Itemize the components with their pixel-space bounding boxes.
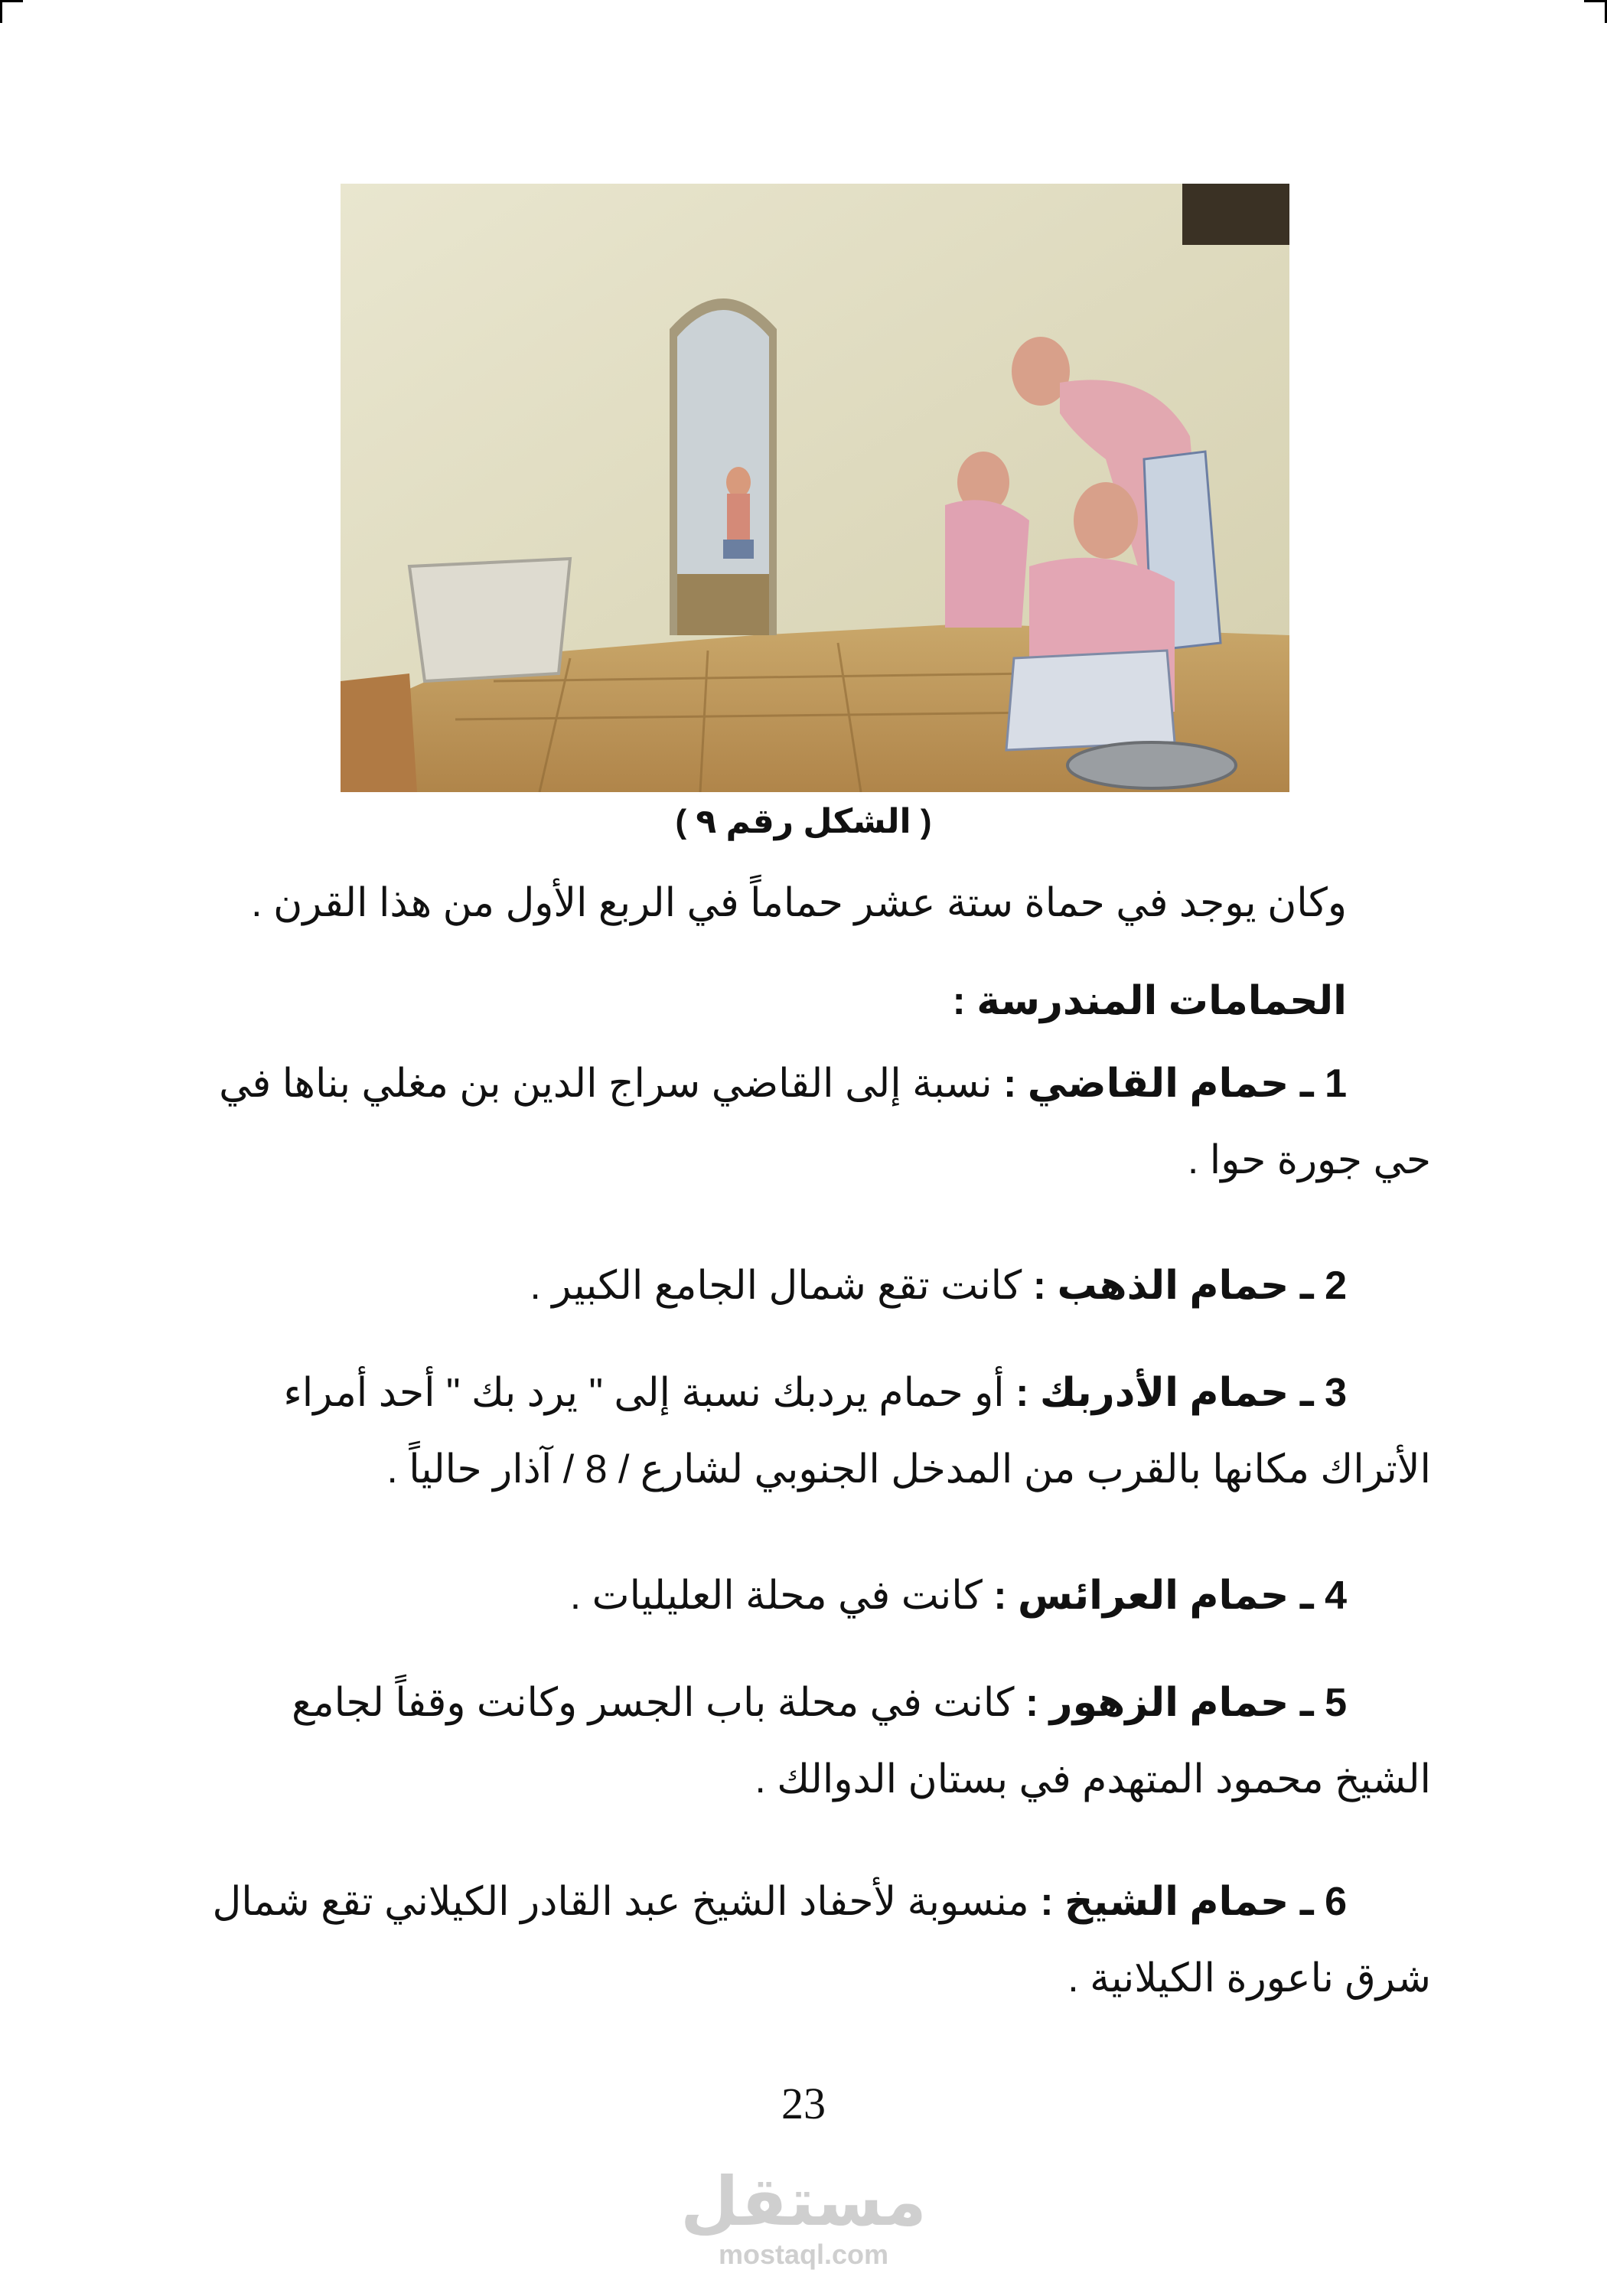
bathhouse-photo [341,184,1289,792]
item-4 [207,1573,1431,1619]
watermark-logo: مستقل [680,2164,927,2239]
item-3-number: 3 ـ [1299,1371,1347,1415]
item-1-line-1 [207,1061,1431,1107]
item-4-title: حمام العرائس : [993,1574,1289,1618]
section-heading [199,978,1347,1024]
item-3-line-1 [207,1370,1431,1416]
item-5-number: 5 ـ [1299,1681,1347,1725]
item-6-line-1 [207,1879,1431,1925]
crop-mark-top-left-h [0,0,23,2]
item-2-title: حمام الذهب : [1032,1264,1289,1308]
item-1-number: 1 ـ [1299,1062,1347,1106]
item-5 [207,1680,1431,1802]
item-6 [207,1879,1431,2001]
item-3-title: حمام الأدربك : [1015,1371,1289,1415]
item-4-text: كانت في محلة العليليات . [569,1574,983,1618]
item-5-text: كانت في محلة باب الجسر وكانت وقفاً لجامع [292,1681,1015,1725]
figure-caption: ( الشكل رقم ٩ ) [675,803,932,840]
item-1 [207,1061,1431,1183]
crop-mark-top-left [0,0,2,23]
heading-text: الحمامات المندرسة : [952,979,1347,1023]
item-1-text: نسبة إلى القاضي سراج الدين بن مغلي بناها في [219,1062,993,1106]
item-2-text: كانت تقع شمال الجامع الكبير . [530,1264,1022,1308]
item-5-line-2: الشيخ محمود المتهدم في بستان الدوالك . [755,1757,1431,1802]
page-number: 23 [781,2079,826,2128]
intro-line: وكان يوجد في حماة ستة عشر حماماً في الربع الأول من هذا القرن . [251,881,1347,925]
watermark-url: mostaql.com [718,2239,889,2270]
item-3 [207,1370,1431,1492]
item-2-number: 2 ـ [1299,1264,1347,1308]
item-3-line-2: الأتراك مكانها بالقرب من المدخل الجنوبي لشارع / 8 / آذار حالياً . [386,1447,1431,1492]
item-5-title: حمام الزهور : [1025,1681,1289,1725]
item-4-line-1 [207,1573,1431,1619]
crop-mark-top-right-h [1584,0,1607,2]
item-6-number: 6 ـ [1299,1880,1347,1924]
item-6-title: حمام الشيخ : [1040,1880,1289,1924]
item-1-line-2: حي جورة حوا . [1187,1138,1431,1182]
item-5-line-1 [207,1680,1431,1726]
item-2-line-1 [207,1263,1431,1309]
item-1-title: حمام القاضي : [1003,1062,1289,1106]
item-3-text: أو حمام يردبك نسبة إلى " يرد بك " أحد أمراء [283,1371,1005,1415]
item-6-line-2: شرق ناعورة الكيلانية . [1068,1956,1431,2001]
item-6-text: منسوبة لأحفاد الشيخ عبد القادر الكيلاني تقع شمال [212,1880,1029,1924]
item-4-number: 4 ـ [1299,1574,1347,1618]
item-2 [207,1263,1431,1309]
intro-paragraph [199,880,1347,926]
